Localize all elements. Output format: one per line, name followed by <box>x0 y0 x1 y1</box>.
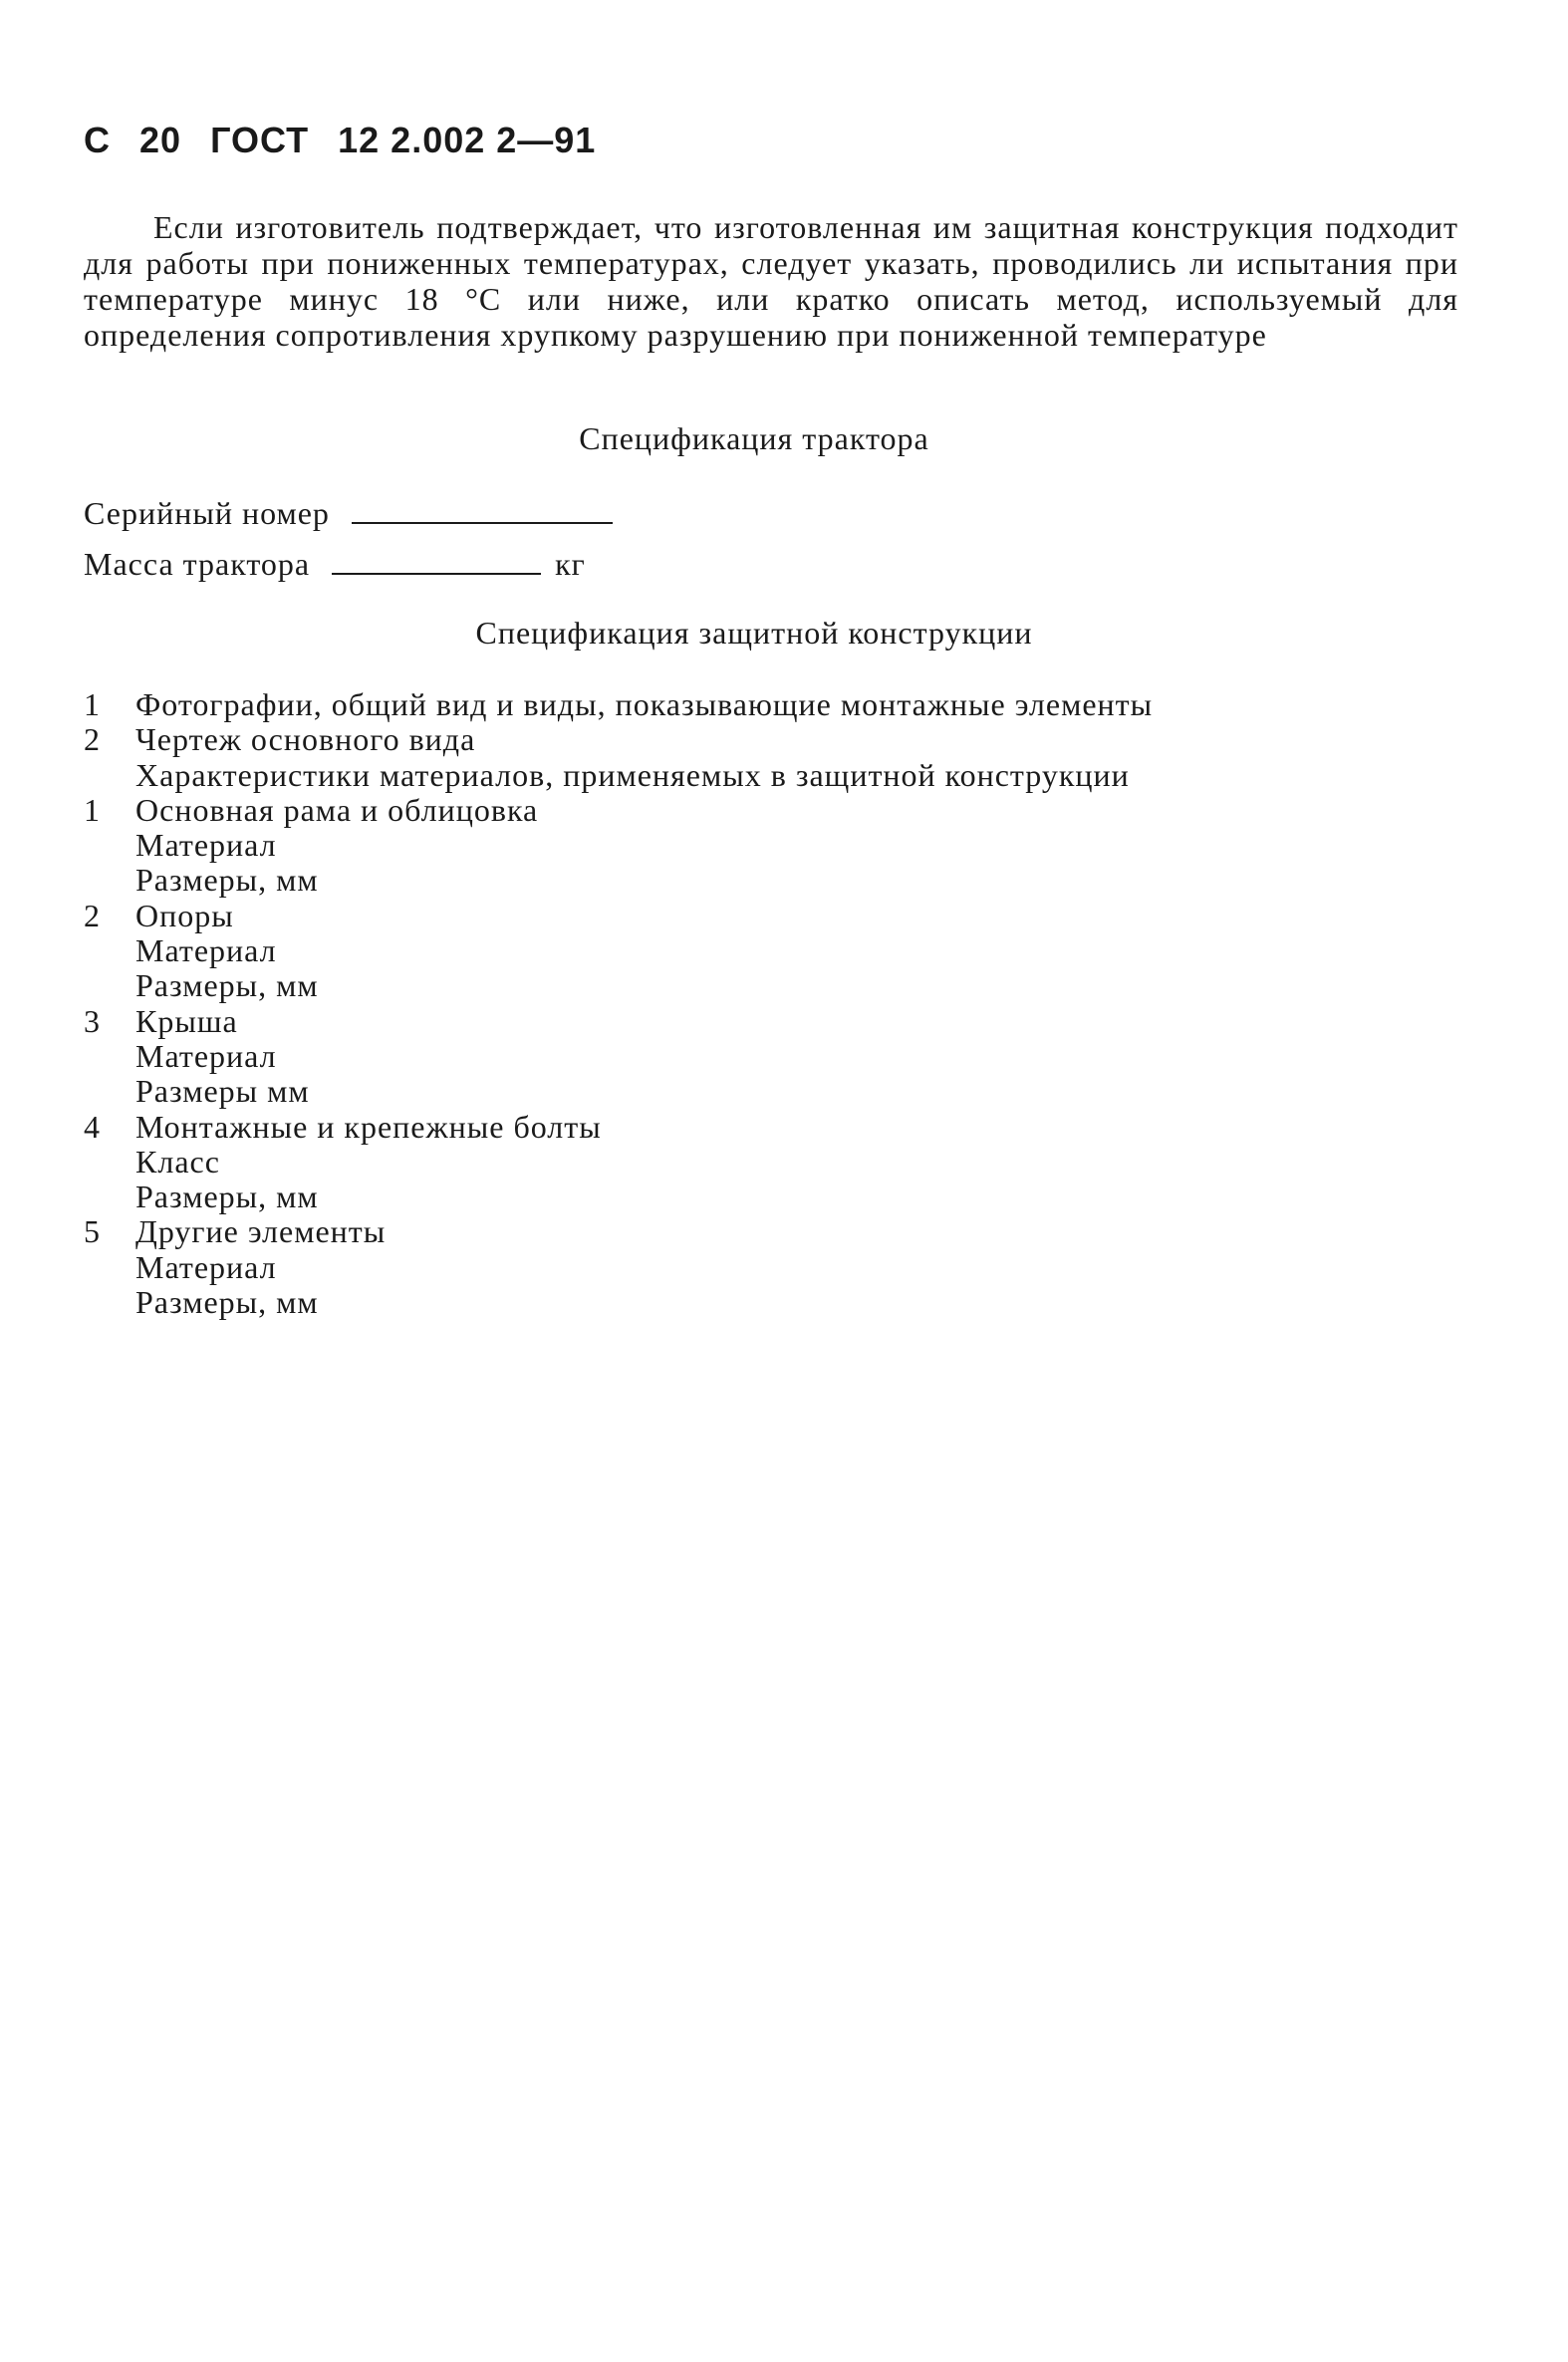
spec-line <box>84 1039 1153 1074</box>
page-number: 20 <box>139 120 182 160</box>
standard-label: ГОСТ <box>210 120 310 160</box>
spec-line-number <box>84 1145 135 1180</box>
spec-line <box>84 933 1153 968</box>
spec-line <box>84 863 1153 898</box>
spec-line-text: Материал <box>135 1037 277 1074</box>
spec-line <box>84 758 1153 793</box>
spec-line-number: 5 <box>84 1213 101 1250</box>
spec-line <box>84 687 1153 722</box>
spec-line-text: Материал <box>135 827 277 864</box>
spec-line-text: Опоры <box>135 897 234 933</box>
spec-line <box>84 968 1153 1003</box>
spec-line-number: 1 <box>84 791 101 828</box>
serial-number-blank <box>352 500 613 524</box>
spec-line <box>84 793 1153 828</box>
page-letter: С <box>84 120 111 160</box>
spec-line <box>84 1004 1153 1039</box>
spec-line-number <box>84 933 135 968</box>
spec-line-number <box>84 1180 135 1214</box>
structure-spec-title: Спецификация защитной конструкции <box>475 615 1033 651</box>
intro-paragraph: Если изготовитель подтверждает, что изготовленная им защитная конструкция подходит для работы при пониженных температурах, следует указать, проводились ли испытания при температуре минус 18 °С или ниже, или кратко описать метод, используемый для определения сопротивления хрупкому разрушению при пониженной температуре <box>84 209 1458 353</box>
spec-line-text: Чертеж основного вида <box>135 721 476 758</box>
spec-line-number: 2 <box>84 897 101 933</box>
spec-line <box>84 1074 1153 1109</box>
spec-line-text: Размеры, мм <box>135 1284 319 1321</box>
spec-line-number: 2 <box>84 721 101 758</box>
spec-line <box>84 1110 1153 1145</box>
serial-number-label: Серийный номер <box>84 495 330 531</box>
spec-line-number: 1 <box>84 686 101 722</box>
tractor-mass-field <box>84 546 586 583</box>
tractor-mass-unit: кг <box>555 546 586 582</box>
spec-line <box>84 722 1153 757</box>
spec-line <box>84 1250 1153 1285</box>
spec-line-number: 4 <box>84 1108 101 1145</box>
spec-line-number <box>84 863 135 898</box>
spec-line-text: Размеры, мм <box>135 862 319 899</box>
spec-line-number <box>84 968 135 1003</box>
tractor-mass-label: Масса трактора <box>84 546 311 582</box>
spec-line <box>84 828 1153 863</box>
spec-line-text: Класс <box>135 1143 220 1180</box>
spec-line-text: Размеры, мм <box>135 1179 319 1215</box>
spec-line-text: Монтажные и крепежные болты <box>135 1108 602 1145</box>
spec-line <box>84 1214 1153 1249</box>
spec-line <box>84 1145 1153 1180</box>
serial-number-field <box>84 495 613 532</box>
spec-line-text: Характеристики материалов, применяемых в защитной конструкции <box>135 756 1130 793</box>
doc-code: 12 2.002 2—91 <box>338 120 597 160</box>
structure-spec-list <box>84 687 1153 1320</box>
spec-line-number <box>84 828 135 863</box>
spec-line-text: Размеры мм <box>135 1073 310 1110</box>
page-header <box>84 120 596 161</box>
spec-line-text: Другие элементы <box>135 1213 387 1250</box>
spec-line-number <box>84 1285 135 1320</box>
spec-line-text: Материал <box>135 1248 277 1285</box>
spec-line <box>84 899 1153 933</box>
spec-line-text: Основная рама и облицовка <box>135 791 539 828</box>
spec-line-number <box>84 1074 135 1109</box>
spec-line <box>84 1285 1153 1320</box>
spec-line <box>84 1180 1153 1214</box>
spec-line-text: Материал <box>135 932 277 969</box>
tractor-spec-title: Спецификация трактора <box>579 420 929 456</box>
spec-line-number <box>84 758 135 793</box>
spec-line-number: 3 <box>84 1002 101 1039</box>
spec-line-number <box>84 1039 135 1074</box>
spec-line-text: Размеры, мм <box>135 967 319 1004</box>
spec-line-text: Крыша <box>135 1002 238 1039</box>
spec-line-number <box>84 1250 135 1285</box>
tractor-mass-blank <box>332 551 541 575</box>
spec-line-text: Фотографии, общий вид и виды, показывающие монтажные элементы <box>135 686 1154 722</box>
